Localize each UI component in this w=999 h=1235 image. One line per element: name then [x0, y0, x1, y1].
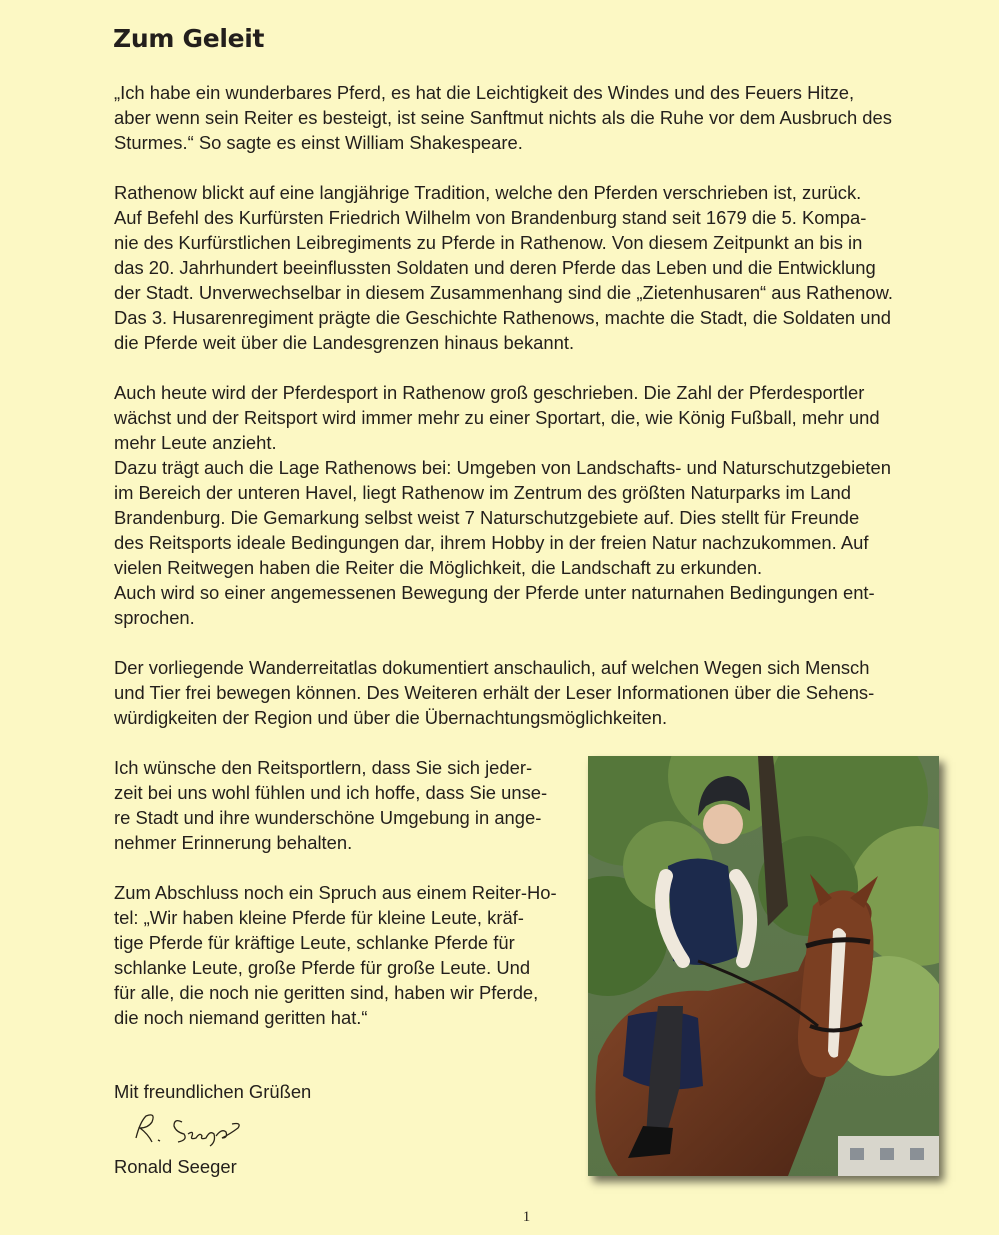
text-line: schlanke Leute, große Pferde für große Leute. Und [114, 957, 531, 978]
history-paragraph [114, 180, 941, 355]
text-line: Sturmes.“ So sagte es einst William Shakespeare. [114, 132, 523, 153]
rider-on-horse-photo [588, 756, 939, 1176]
text-line: Rathenow blickt auf eine langjährige Tradition, welche den Pferden verschrieben ist, zurück. [114, 182, 862, 203]
text-line: Brandenburg. Die Gemarkung selbst weist 7 Naturschutzgebiete auf. Dies stellt für Freunde [114, 507, 860, 528]
today-paragraph [114, 380, 941, 630]
text-line: Auf Befehl des Kurfürsten Friedrich Wilhelm von Brandenburg stand seit 1679 die 5. Kompa- [114, 207, 867, 228]
text-line: Ich wünsche den Reitsportlern, dass Sie sich jeder- [114, 757, 533, 778]
text-line: und Tier frei bewegen können. Des Weiteren erhält der Leser Informationen über die Sehens- [114, 682, 875, 703]
text-line: Der vorliegende Wanderreitatlas dokumentiert anschaulich, auf welchen Wegen sich Mensch [114, 657, 870, 678]
signatory-name: Ronald Seeger [114, 1156, 237, 1177]
text-line: Das 3. Husarenregiment prägte die Geschichte Rathenows, machte die Stadt, die Soldaten und [114, 307, 891, 328]
text-line: der Stadt. Unverwechselbar in diesem Zusammenhang sind die „Zietenhusaren“ aus Rathenow. [114, 282, 893, 303]
text-line: tel: „Wir haben kleine Pferde für kleine Leute, kräf- [114, 907, 524, 928]
page-title: Zum Geleit [113, 24, 265, 53]
text-line: mehr Leute anzieht. [114, 432, 277, 453]
text-line: das 20. Jahrhundert beeinflussten Soldaten und deren Pferde das Leben und die Entwicklung [114, 257, 876, 278]
atlas-paragraph [114, 655, 941, 730]
text-line: „Ich habe ein wunderbares Pferd, es hat die Leichtigkeit des Windes und des Feuers Hitze, [114, 82, 855, 103]
text-line: wächst und der Reitsport wird immer mehr zu einer Sportart, die, wie König Fußball, mehr und [114, 407, 880, 428]
text-line: sprochen. [114, 607, 195, 628]
text-line: Auch wird so einer angemessenen Bewegung der Pferde unter naturnahen Bedingungen ent- [114, 582, 875, 603]
saying-paragraph [114, 880, 576, 1030]
text-line: des Reitsports ideale Bedingungen dar, ihrem Hobby in der freien Natur nachzukommen. Auf [114, 532, 869, 553]
wish-paragraph [114, 755, 576, 855]
text-line: aber wenn sein Reiter es besteigt, ist seine Sanftmut nichts als die Ruhe vor dem Ausbruch des [114, 107, 892, 128]
intro-paragraph [114, 80, 941, 155]
text-line: würdigkeiten der Region und über die Übernachtungsmöglichkeiten. [114, 707, 668, 728]
text-line: die Pferde weit über die Landesgrenzen hinaus bekannt. [114, 332, 575, 353]
text-line: Dazu trägt auch die Lage Rathenows bei: Umgeben von Landschafts- und Naturschutzgebieten [114, 457, 891, 478]
closing-greeting: Mit freundlichen Grüßen [114, 1081, 312, 1102]
text-line: re Stadt und ihre wunderschöne Umgebung in ange- [114, 807, 542, 828]
signature-image [130, 1108, 245, 1153]
text-line: Auch heute wird der Pferdesport in Rathenow groß geschrieben. Die Zahl der Pferdesportler [114, 382, 865, 403]
page-number: 1 [522, 1209, 531, 1225]
text-line: zeit bei uns wohl fühlen und ich hoffe, dass Sie unse- [114, 782, 548, 803]
text-line: tige Pferde für kräftige Leute, schlanke Pferde für [114, 932, 515, 953]
text-line: vielen Reitwegen haben die Reiter die Möglichkeit, die Landschaft zu erkunden. [114, 557, 763, 578]
text-line: nehmer Erinnerung behalten. [114, 832, 353, 853]
text-line: für alle, die noch nie geritten sind, haben wir Pferde, [114, 982, 539, 1003]
text-line: im Bereich der unteren Havel, liegt Rathenow im Zentrum des größten Naturparks im Land [114, 482, 851, 503]
text-line: die noch niemand geritten hat.“ [114, 1007, 368, 1028]
text-line: nie des Kurfürstlichen Leibregiments zu Pferde in Rathenow. Von diesem Zeitpunkt an bis in [114, 232, 863, 253]
text-line: Zum Abschluss noch ein Spruch aus einem Reiter-Ho- [114, 882, 557, 903]
